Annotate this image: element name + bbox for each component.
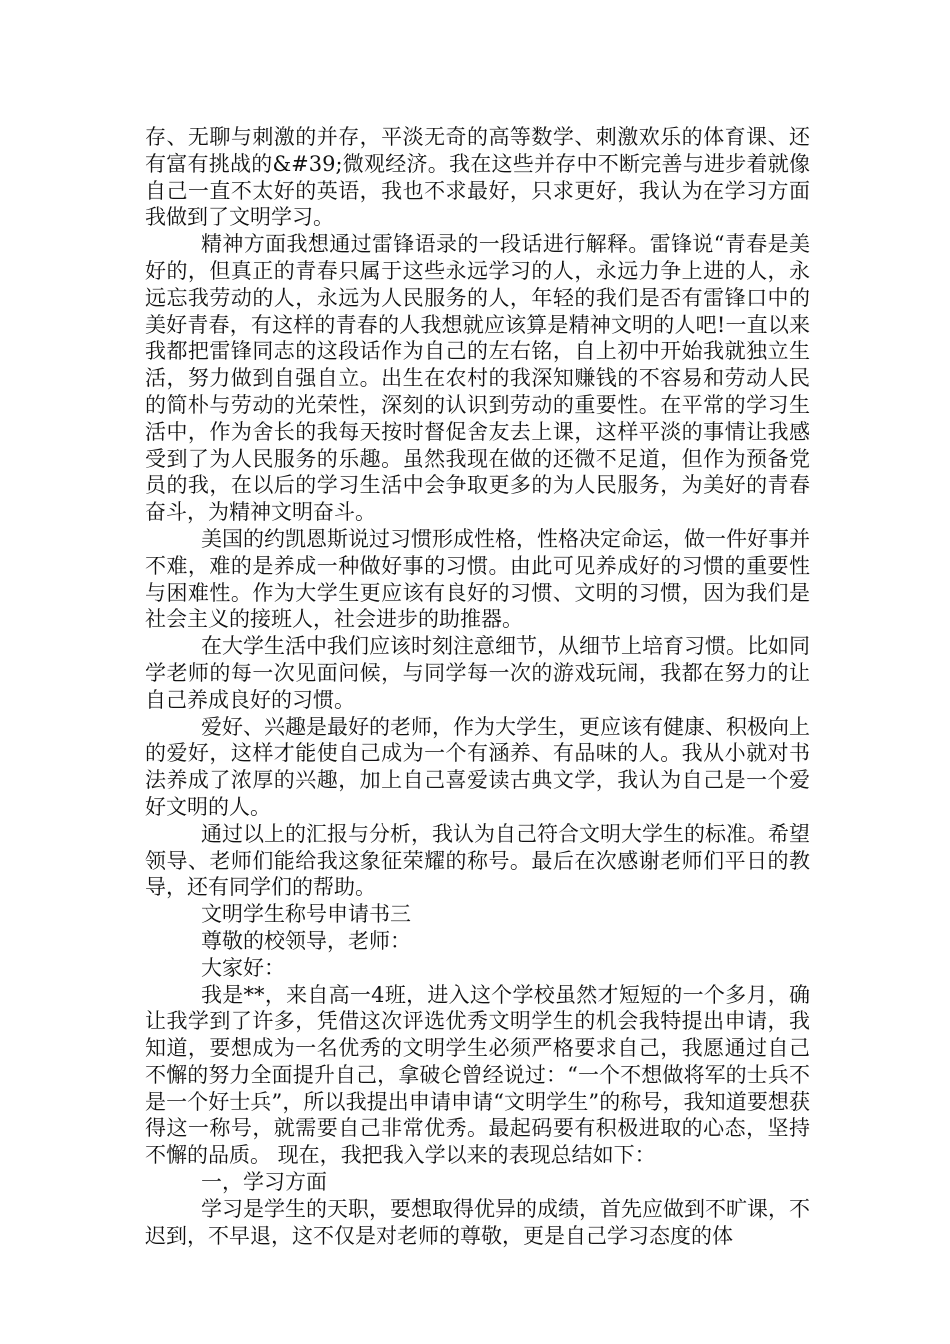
paragraph-3: 美国的约凯恩斯说过习惯形成性格，性格决定命运，做一件好事并不难，难的是养成一种做好事的习惯。由此可见养成好的习惯的重要性与困难性。作为大学生更应该有良好的习惯、文明的习惯，因为我们是社会主义的接班人，社会进步的助推器。 — [145, 526, 810, 632]
greeting: 大家好： — [201, 955, 285, 980]
paragraph-1: 存、无聊与刺激的并存，平淡无奇的高等数学、刺激欢乐的体育课、还有富有挑战的&#39;微观经济。我在这些并存中不断完善与进步着就像自己一直不太好的英语，我也不求最好，只求更好，我认为在学习方面我做到了文明学习。 — [145, 125, 810, 230]
section-title: 文明学生称号申请书三 — [201, 902, 411, 927]
paragraph-4: 在大学生活中我们应该时刻注意细节，从细节上培育习惯。比如同学老师的每一次见面问候，与同学每一次的游戏玩闹，我都在努力的让自己养成良好的习惯。 — [145, 634, 810, 712]
salutation: 尊敬的校领导，老师： — [201, 928, 411, 953]
paragraph-2: 精神方面我想通过雷锋语录的一段话进行解释。雷锋说“青春是美好的，但真正的青春只属于这些永远学习的人，永远力争上进的人，永远忘我劳动的人，永远为人民服务的人，年轻的我们是否有雷锋口中的美好青春，有这样的青春的人我想就应该算是精神文明的人吧!一直以来我都把雷锋同志的这段话作为自己的左右铭，自上初中开始我就独立生活，努力做到自强自立。出生在农村的我深知赚钱的不容易和劳动人民的简朴与劳动的光荣性，深刻的认识到劳动的重要性。在平常的学习生活中，作为舍长的我每天按时督促舍友去上课，这样平淡的事情让我感受到了为人民服务的乐趣。虽然我现在做的还微不足道，但作为预备党员的我，在以后的学习生活中会争取更多的为人民服务，为美好的青春奋斗，为精神文明奋斗。 — [145, 232, 810, 525]
paragraph-8: 学习是学生的天职，要想取得优异的成绩，首先应做到不旷课，不迟到，不早退，这不仅是对老师的尊敬，更是自己学习态度的体 — [145, 1196, 810, 1248]
document-page — [145, 124, 810, 1249]
subheading-study: 一，学习方面 — [201, 1170, 327, 1195]
paragraph-7: 我是**，来自高一4班，进入这个学校虽然才短短的一个多月，确让我学到了许多，凭借这次评选优秀文明学生的机会我特提出申请，我知道，要想成为一名优秀的文明学生必须严格要求自己，我愿通过自己不懈的努力全面提升自己，拿破仑曾经说过：“一个不想做将军的士兵不是一个好士兵”，所以我提出申请申请“文明学生”的称号，我知道要想获得这一称号，就需要自己非常优秀。最起码要有积极进取的心态，坚持不懈的品质。 现在，我把我入学以来的表现总结如下： — [145, 982, 810, 1168]
paragraph-6: 通过以上的汇报与分析，我认为自己符合文明大学生的标准。希望领导、老师们能给我这象征荣耀的称号。最后在次感谢老师们平日的教导，还有同学们的帮助。 — [145, 821, 810, 900]
paragraph-5: 爱好、兴趣是最好的老师，作为大学生，更应该有健康、积极向上的爱好，这样才能使自己成为一个有涵养、有品味的人。我从小就对书法养成了浓厚的兴趣，加上自己喜爱读古典文学，我认为自己是一个爱好文明的人。 — [145, 714, 810, 819]
